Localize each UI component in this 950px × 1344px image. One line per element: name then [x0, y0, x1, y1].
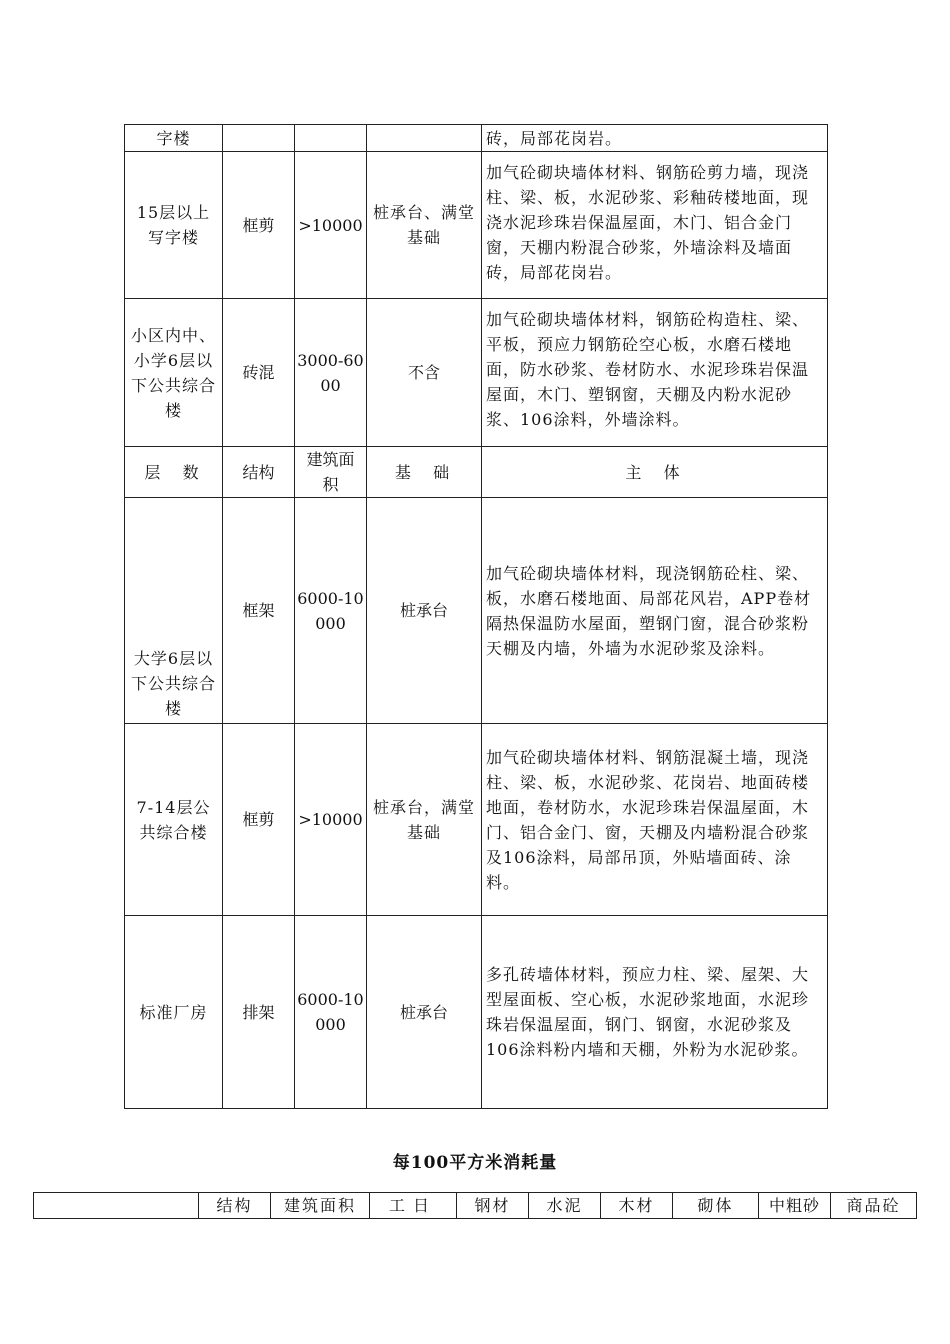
header-concrete: 商品砼 — [831, 1193, 917, 1219]
structure-cell: 排架 — [223, 916, 295, 1109]
foundation-cell: 桩承台、满堂基础 — [367, 152, 482, 299]
structure-cell — [223, 125, 295, 152]
foundation-cell: 桩承台 — [367, 498, 482, 724]
header-masonry: 砌体 — [673, 1193, 759, 1219]
table-row — [125, 299, 828, 447]
building-spec-table — [124, 124, 828, 1109]
floor-cell: 小区内中、小学6层以下公共综合楼 — [125, 299, 223, 447]
table-row — [125, 152, 828, 299]
structure-cell: 框架 — [223, 498, 295, 724]
foundation-cell — [367, 125, 482, 152]
header-row — [34, 1193, 917, 1219]
body-cell: 加气砼砌块墙体材料、钢筋混凝土墙，现浇柱、梁、板，水泥砂浆、花岗岩、地面砖楼地面，卷材防水，水泥珍珠岩保温屋面，木门、铝合金门、窗，天棚及内墙粉混合砂浆及106涂料，局部吊顶，外贴墙面砖、涂料。 — [482, 724, 828, 916]
header-body: 主 体 — [482, 447, 828, 498]
section-title: 每100平方米消耗量 — [392, 1153, 558, 1173]
floor-cell: 15层以上写字楼 — [125, 152, 223, 299]
floor-cell: 字楼 — [125, 125, 223, 152]
header-floor: 层 数 — [125, 447, 223, 498]
foundation-cell: 桩承台，满堂基础 — [367, 724, 482, 916]
header-structure: 结构 — [199, 1193, 271, 1219]
body-cell: 砖，局部花岗岩。 — [482, 125, 828, 152]
body-cell: 加气砼砌块墙体材料，现浇钢筋砼柱、梁、板，水磨石楼地面、局部花风岩，APP卷材隔热保温防水屋面，塑钢门窗，混合砂浆粉天棚及内墙，外墙为水泥砂浆及涂料。 — [482, 498, 828, 724]
table-row — [125, 916, 828, 1109]
structure-cell: 砖混 — [223, 299, 295, 447]
header-sand: 中粗砂 — [759, 1193, 831, 1219]
body-cell: 多孔砖墙体材料，预应力柱、梁、屋架、大型屋面板、空心板，水泥砂浆地面，水泥珍珠岩保温屋面，钢门、钢窗，水泥砂浆及106涂料粉内墙和天棚，外粉为水泥砂浆。 — [482, 916, 828, 1109]
table-row — [125, 498, 828, 724]
floor-cell: 大学6层以下公共综合楼 — [125, 498, 223, 724]
header-foundation: 基 础 — [367, 447, 482, 498]
area-cell: >10000 — [295, 724, 367, 916]
header-cement: 水泥 — [529, 1193, 601, 1219]
area-cell: 6000-10000 — [295, 498, 367, 724]
floor-cell: 标准厂房 — [125, 916, 223, 1109]
body-cell: 加气砼砌块墙体材料、钢筋砼剪力墙，现浇柱、梁、板，水泥砂浆、彩釉砖楼地面，现浇水泥珍珠岩保温屋面，木门、铝合金门窗，天棚内粉混合砂浆，外墙涂料及墙面砖，局部花岗岩。 — [482, 152, 828, 299]
foundation-cell: 桩承台 — [367, 916, 482, 1109]
header-structure: 结构 — [223, 447, 295, 498]
floor-cell: 7-14层公共综合楼 — [125, 724, 223, 916]
area-cell: 6000-10000 — [295, 916, 367, 1109]
header-row — [125, 447, 828, 498]
body-cell: 加气砼砌块墙体材料，钢筋砼构造柱、梁、平板，预应力钢筋砼空心板，水磨石楼地面，防水砂浆、卷材防水、水泥珍珠岩保温屋面，木门、塑钢窗，天棚及内粉水泥砂浆、106涂料，外墙涂料。 — [482, 299, 828, 447]
area-cell: >10000 — [295, 152, 367, 299]
header-blank — [34, 1193, 199, 1219]
structure-cell: 框剪 — [223, 152, 295, 299]
header-timber: 木材 — [601, 1193, 673, 1219]
header-area: 建筑面积 — [271, 1193, 370, 1219]
consumption-table — [33, 1192, 917, 1219]
table-row — [125, 125, 828, 152]
foundation-cell: 不含 — [367, 299, 482, 447]
header-area: 建筑面积 — [295, 447, 367, 498]
area-cell — [295, 125, 367, 152]
table-row — [125, 724, 828, 916]
area-cell: 3000-6000 — [295, 299, 367, 447]
header-steel: 钢材 — [457, 1193, 529, 1219]
structure-cell: 框剪 — [223, 724, 295, 916]
header-workdays: 工日 — [370, 1193, 457, 1219]
